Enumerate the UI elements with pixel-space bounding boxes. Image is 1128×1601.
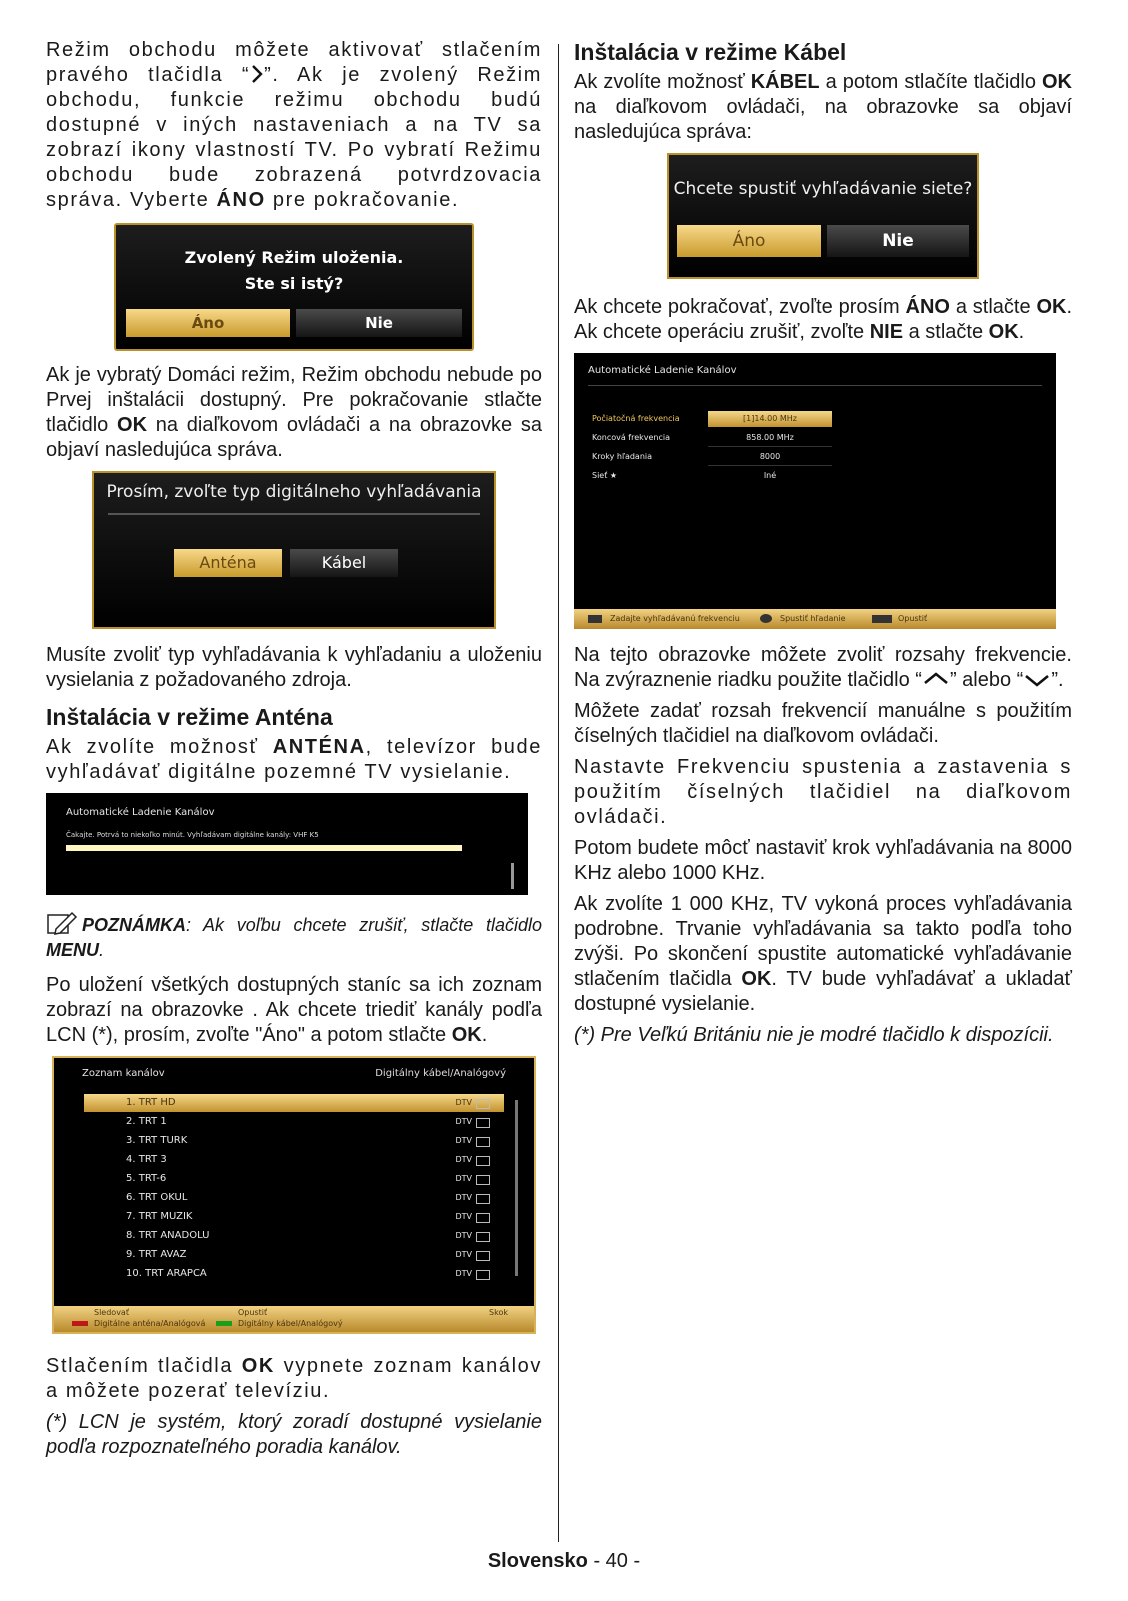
antenna-heading: Inštalácia v režime Anténa (46, 704, 333, 730)
tv-icon (476, 1251, 490, 1261)
channel-row[interactable] (84, 1227, 504, 1245)
column-divider (558, 44, 559, 1542)
close-list-paragraph: Stlačením tlačidla OK vypnete zoznam kanálov a môžete pozerať televíziu. (46, 1355, 542, 1402)
exit-hint: Opustiť (238, 1308, 268, 1317)
tuning-value: Iné (763, 471, 777, 480)
channel-list-paragraph: Po uložení všetkých dostupných staníc sa ich zoznam zobrazí na obrazovke . Ak chcete triediť kanály podľa LCN (*), prosím, zvoľte "Áno" a potom stlačte OK. (46, 974, 542, 1046)
tv-icon (476, 1137, 490, 1147)
tuning-label: Sieť ★ (592, 471, 618, 480)
channel-type: DTV (455, 1136, 472, 1145)
channel-name: 1. TRT HD (126, 1097, 176, 1108)
tuning-label: Počiatočná frekvencia (592, 414, 680, 423)
detail-search-paragraph: Ak zvolíte 1 000 KHz, TV vykoná proces vyhľadávania podrobne. Trvanie vyhľadávania sa takto podľa toho zvýši. Po skončení spustite automatické vyhľadávanie stlačením tlačidla OK. TV bude vyhľadávať a ukladať dostupné vysielanie. (574, 893, 1073, 1015)
step-paragraph: Potom budete môcť nastaviť krok vyhľadávania na 8000 KHz alebo 1000 KHz. (574, 837, 1072, 884)
tuning-row[interactable] (592, 430, 832, 446)
channel-type: DTV (455, 1193, 472, 1202)
channel-list-source: Digitálny kábel/Analógový (375, 1068, 506, 1079)
scrollbar[interactable] (515, 1100, 518, 1276)
tuning-label: Koncová frekvencia (592, 433, 671, 442)
cable-paragraph: Ak zvolíte možnosť KÁBEL a potom stlačíte tlačidlo OK na diaľkovom ovládači, na obrazovke sa objaví nasledujúca správa: (574, 71, 1072, 143)
start-search-hint: Spustiť hľadanie (780, 614, 846, 623)
tuning-footer (574, 609, 1056, 629)
scan-title: Automatické Ladenie Kanálov (66, 807, 215, 818)
tuning-row[interactable] (592, 449, 832, 465)
channel-name: 3. TRT TURK (126, 1135, 188, 1146)
pencil-note-icon (46, 911, 78, 935)
search-type-dialog (92, 471, 496, 629)
antenna-paragraph: Ak zvolíte možnosť ANTÉNA, televízor bude vyhľadávať digitálne pozemné TV vysielanie. (46, 736, 542, 783)
channel-row[interactable] (84, 1189, 504, 1207)
scrollbar[interactable] (511, 863, 514, 889)
tuning-value: [1]14.00 MHz (708, 411, 832, 427)
network-search-dialog (667, 153, 979, 279)
tuning-value: 8000 (708, 449, 832, 466)
left-column (46, 38, 542, 1466)
confirm-paragraph: Ak chcete pokračovať, zvoľte prosím ÁNO a stlačte OK. Ak chcete operáciu zrušiť, zvoľte NIE a stlačte OK. (574, 296, 1073, 343)
channel-type: DTV (455, 1250, 472, 1259)
title-separator (108, 513, 480, 515)
tuning-value: 858.00 MHz (708, 430, 832, 447)
search-type-title: Prosím, zvoľte typ digitálneho vyhľadávania (106, 482, 482, 502)
yes-button[interactable]: Áno (126, 309, 290, 337)
tv-icon (476, 1213, 490, 1223)
menu-key-icon (872, 615, 892, 623)
exit-hint: Opustiť (898, 614, 928, 623)
cable-button[interactable]: Kábel (290, 549, 398, 577)
search-type-paragraph: Musíte zvoliť typ vyhľadávania k vyhľadaniu a uloženiu vysielania z požadovaného zdroja. (46, 644, 542, 691)
chevron-right-icon (250, 64, 264, 84)
channel-type: DTV (455, 1117, 472, 1126)
chevron-up-icon (922, 670, 950, 686)
page-footer (0, 1550, 1128, 1573)
auto-scan-screen (46, 793, 528, 895)
channel-row[interactable] (84, 1265, 504, 1283)
channel-row[interactable] (84, 1246, 504, 1264)
channel-type: DTV (455, 1269, 472, 1278)
scan-message: Čakajte. Potrvá to niekoľko minút. Vyhľadávam digitálne kanály: VHF K5 (66, 831, 319, 839)
channel-row[interactable] (84, 1094, 504, 1112)
cable-heading: Inštalácia v režime Kábel (574, 39, 847, 65)
red-key-icon (72, 1321, 88, 1326)
channel-name: 10. TRT ARAPCA (126, 1268, 207, 1279)
channel-list-screen (52, 1056, 536, 1334)
antenna-button[interactable]: Anténa (174, 549, 282, 577)
tuning-row[interactable] (592, 468, 832, 484)
dialog-line-1: Zvolený Režim uloženia. (184, 248, 404, 267)
tv-icon (476, 1099, 490, 1109)
network-search-title: Chcete spustiť vyhľadávanie siete? (673, 179, 973, 199)
store-mode-paragraph: Režim obchodu môžete aktivovať stlačením pravého tlačidla “ ”. Ak je zvolený Režim obchodu, funkcie režimu obchodu budú dostupné v iných nastaveniach a na TV sa zobrazí ikony vlastností TV. Po vybratí Režimu obchodu bude zobrazená potvrdzovacia správa. Vyberte ÁNO pre pokračovanie. (46, 39, 542, 211)
channel-row[interactable] (84, 1113, 504, 1131)
right-column (574, 38, 1072, 1054)
tv-icon (476, 1194, 490, 1204)
tuning-label: Kroky hľadania (592, 452, 653, 461)
skip-hint: Skok (489, 1308, 508, 1317)
channel-name: 2. TRT 1 (126, 1116, 167, 1127)
channel-list-footer (54, 1306, 534, 1332)
channel-row[interactable] (84, 1151, 504, 1169)
channel-type: DTV (455, 1155, 472, 1164)
numeric-key-icon (588, 615, 602, 623)
no-button[interactable]: Nie (296, 309, 462, 337)
scan-progress-bar (66, 845, 462, 851)
green-key-hint: Digitálny kábel/Analógový (238, 1319, 343, 1328)
channel-name: 4. TRT 3 (126, 1154, 167, 1165)
start-stop-paragraph: Nastavte Frekvenciu spustenia a zastavenia s použitím číselných tlačidiel na diaľkovom ovládači. (574, 756, 1072, 828)
tv-icon (476, 1118, 490, 1128)
channel-type: DTV (455, 1231, 472, 1240)
tuning-row[interactable] (592, 411, 832, 427)
yes-button[interactable]: Áno (677, 225, 821, 257)
dialog-line-2: Ste si istý? (244, 274, 344, 293)
note-paragraph: POZNÁMKA: Ak voľbu chcete zrušiť, stlačte tlačidlo MENU. (46, 911, 542, 963)
uk-footnote: (*) Pre Veľkú Britániu nie je modré tlačidlo k dispozícii. (574, 1024, 1054, 1046)
tv-icon (476, 1175, 490, 1185)
channel-name: 6. TRT OKUL (126, 1192, 188, 1203)
manual-range-paragraph: Môžete zadať rozsah frekvencií manuálne s použitím číselných tlačidiel na diaľkovom ovládači. (574, 700, 1072, 747)
red-key-hint: Digitálne anténa/Analógová (94, 1319, 206, 1328)
green-key-icon (216, 1321, 232, 1326)
channel-type: DTV (455, 1098, 472, 1107)
freq-range-paragraph: Na tejto obrazovke môžete zvoliť rozsahy frekvencie. Na zvýraznenie riadku použite tlačidlo “ ” alebo “ ”. (574, 644, 1072, 691)
tv-icon (476, 1232, 490, 1242)
lcn-footnote: (*) LCN je systém, ktorý zoradí dostupné vysielanie podľa rozpoznateľného poradia kanálov. (46, 1411, 542, 1458)
page-number: - 40 - (593, 1550, 641, 1572)
ok-key-icon (760, 614, 772, 623)
channel-row[interactable] (84, 1132, 504, 1150)
tuning-title: Automatické Ladenie Kanálov (588, 365, 737, 376)
no-button[interactable]: Nie (827, 225, 969, 257)
title-separator (588, 385, 1042, 386)
footer-language: Slovensko (487, 1550, 588, 1572)
store-mode-dialog (114, 223, 474, 351)
tv-icon (476, 1156, 490, 1166)
watch-hint: Sledovať (94, 1308, 129, 1317)
channel-type: DTV (455, 1212, 472, 1221)
tv-icon (476, 1270, 490, 1280)
channel-type: DTV (455, 1174, 472, 1183)
channel-row[interactable] (84, 1170, 504, 1188)
channel-name: 5. TRT-6 (126, 1173, 167, 1184)
auto-tuning-screen (574, 353, 1056, 629)
channel-name: 9. TRT AVAZ (126, 1249, 187, 1260)
home-mode-paragraph: Ak je vybratý Domáci režim, Režim obchodu nebude po Prvej inštalácii dostupný. Pre pokračovanie stlačte tlačidlo OK na diaľkovom ovládači a na obrazovke sa objaví nasledujúca správa. (46, 364, 543, 461)
chevron-down-icon (1023, 672, 1051, 688)
enter-freq-hint: Zadajte vyhľadávanú frekvenciu (610, 614, 740, 623)
channel-row[interactable] (84, 1208, 504, 1226)
channel-name: 8. TRT ANADOLU (126, 1230, 210, 1241)
channel-name: 7. TRT MUZIK (126, 1211, 193, 1222)
channel-list-title: Zoznam kanálov (82, 1068, 165, 1079)
